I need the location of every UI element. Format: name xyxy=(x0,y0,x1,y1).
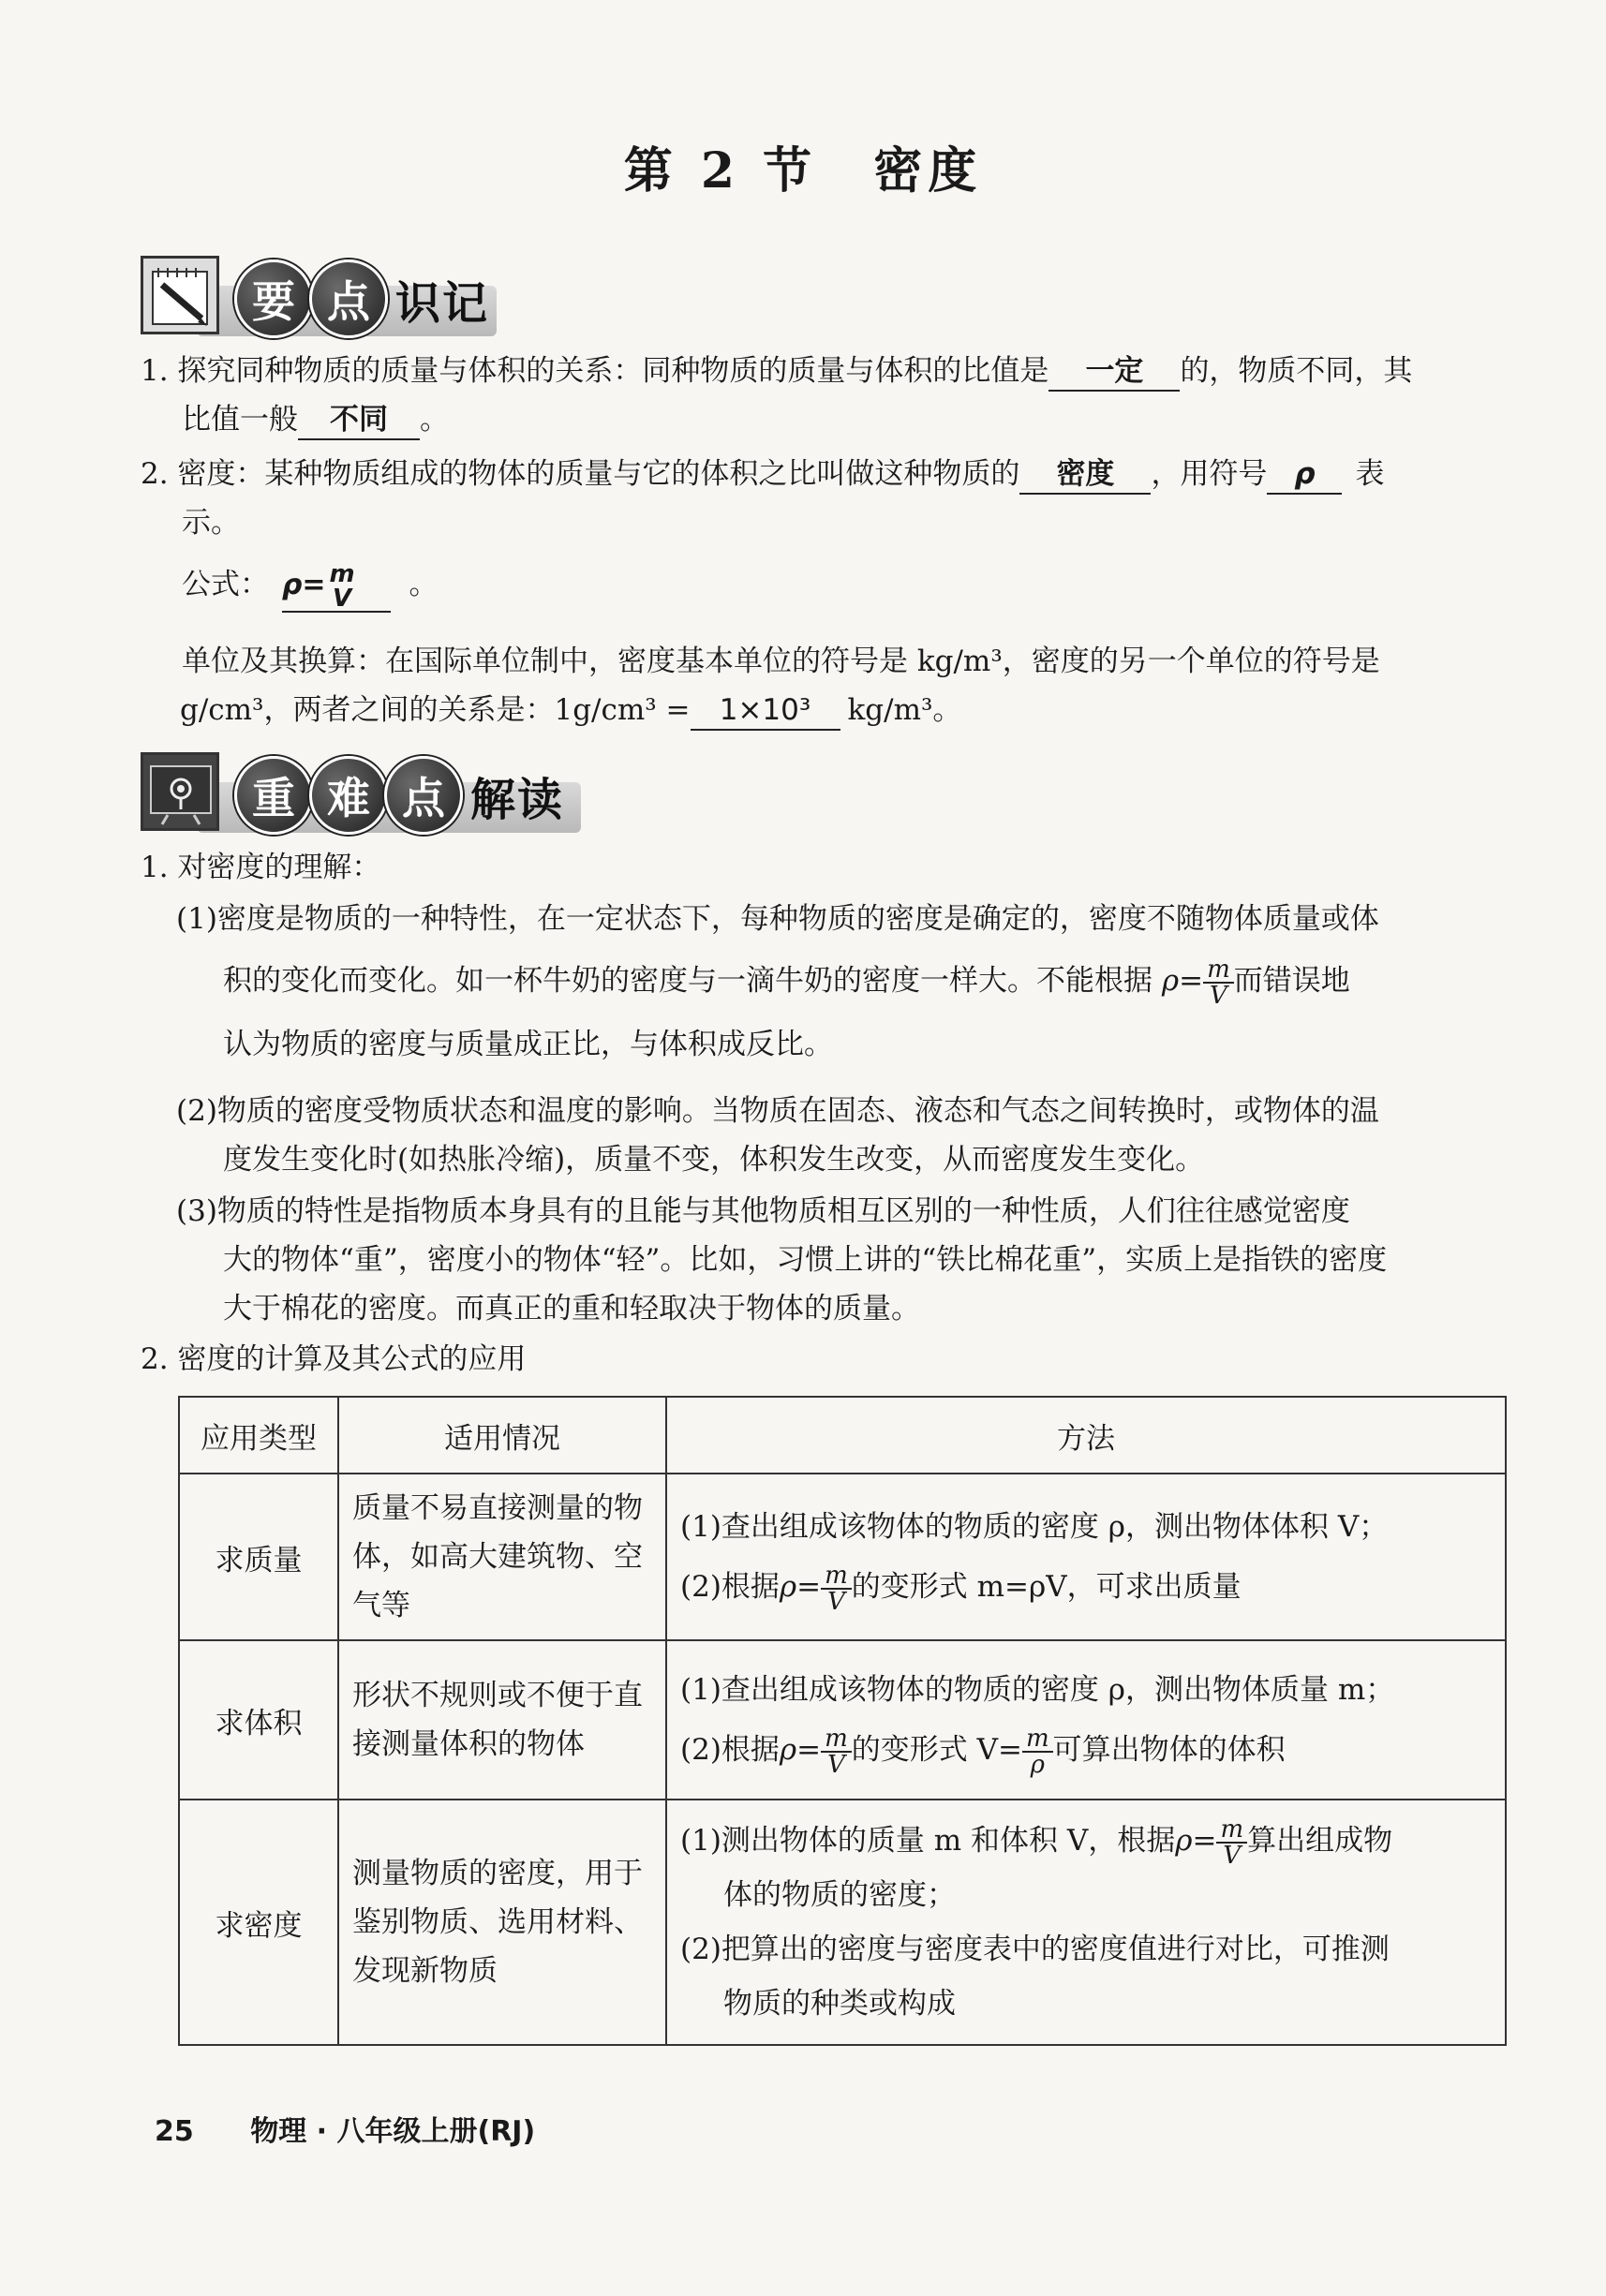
heading-char: 难 xyxy=(309,756,388,835)
heading-calculation: 2. 密度的计算及其公式的应用 xyxy=(141,1342,527,1376)
notebook-pen-icon xyxy=(141,256,219,334)
answer-blank: 不同 xyxy=(298,401,420,440)
units-paragraph: 单位及其换算：在国际单位制中，密度基本单位的符号是 kg/m³，密度的另一个单位的符号是 g/cm³，两者之间的关系是：1g/cm³ = 1×10³ kg/m³。 xyxy=(182,637,1512,734)
table-header: 方法 xyxy=(666,1397,1506,1474)
heading-char: 点 xyxy=(309,259,388,338)
row-case: 质量不易直接测量的物体，如高大建筑物、空气等 xyxy=(338,1474,666,1640)
answer-blank: 一定 xyxy=(1048,352,1180,392)
table-header: 适用情况 xyxy=(338,1397,666,1474)
formula-blank: ρ= m V xyxy=(282,560,391,613)
book-title: 物理 · 八年级上册(RJ) xyxy=(250,2115,536,2148)
heading-understanding: 1. 对密度的理解： xyxy=(141,851,381,884)
item-2: 2. 密度：某种物质组成的物体的质量与它的体积之比叫做这种物质的 密度 ，用符号 ρ 表 示。 xyxy=(141,457,1385,540)
row-type: 求质量 xyxy=(179,1474,338,1640)
answer-blank: ρ xyxy=(1267,455,1342,495)
heading-char: 重 xyxy=(234,756,313,835)
heading-char: 要 xyxy=(234,259,313,338)
formula-line: 公式： ρ= m V 。 xyxy=(182,559,439,613)
table-row xyxy=(179,1474,1506,1640)
answer-blank: 1×10³ xyxy=(691,691,840,731)
table-header-row xyxy=(179,1397,1506,1474)
row-case: 测量物质的密度，用于鉴别物质、选用材料、发现新物质 xyxy=(338,1800,666,2045)
point-3: (3)物质的特性是指物质本身具有的且能与其他物质相互区别的一种性质，人们往往感觉密度 大的物体“重”，密度小的物体“轻”。比如，习惯上讲的“铁比棉花重”，实质上是指铁的密度 大于棉花的密度。而真正的重和轻取决于物体的质量。 xyxy=(176,1194,1388,1326)
point-1: (1)密度是物质的一种特性，在一定状态下，每种物质的密度是确定的，密度不随物体质量或体 积的变化而变化。如一杯牛奶的密度与一滴牛奶的密度一样大。不能根据 ρ= $\frac{m}{V}$ 而错误地 认为物质的密度与质量成正比，与体积成反比。 xyxy=(176,902,1379,1061)
heading-text: 解读 xyxy=(470,773,565,826)
section-name: 密度 xyxy=(873,142,983,200)
row-method: (1)查出组成该物体的物质的密度 ρ，测出物体质量 m； (2)根据ρ= $\frac{m}{V}$ 的变形式 V= $\frac{m}{\rho}$ 可算出物体的体积 xyxy=(666,1640,1506,1800)
row-case: 形状不规则或不便于直接测量体积的物体 xyxy=(338,1640,666,1800)
table-header: 应用类型 xyxy=(179,1397,338,1474)
page-number: 25 xyxy=(155,2115,194,2148)
page-title xyxy=(0,131,1606,201)
application-table xyxy=(178,1396,1507,2046)
heading-text: 识记 xyxy=(395,276,490,330)
heading-char: 点 xyxy=(384,756,463,835)
blackboard-flower-icon xyxy=(141,752,219,831)
section-number: 第 2 节 xyxy=(623,142,818,200)
item-1: 1. 探究同种物质的质量与体积的关系：同种物质的质量与体积的比值是 一定 的，物质不同，其 比值一般 不同 。 xyxy=(141,347,1509,444)
table-row xyxy=(179,1640,1506,1800)
row-type: 求体积 xyxy=(179,1640,338,1800)
banner-difficult-points xyxy=(141,745,590,838)
answer-blank: 密度 xyxy=(1019,455,1151,495)
point-2: (2)物质的密度受物质状态和温度的影响。当物质在固态、液态和气态之间转换时，或物体的温 度发生变化时(如热胀冷缩)，质量不变，体积发生改变，从而密度发生变化。 xyxy=(176,1094,1379,1177)
table-row xyxy=(179,1800,1506,2045)
page-footer xyxy=(155,2108,535,2149)
banner-key-points xyxy=(141,248,506,342)
row-method: (1)测出物体的质量 m 和体积 V，根据ρ= $\frac{m}{V}$ 算出组成物 体的物质的密度； (2)把算出的密度与密度表中的密度值进行对比，可推测 物质的种类或构成 xyxy=(666,1800,1506,2045)
row-type: 求密度 xyxy=(179,1800,338,2045)
row-method: (1)查出组成该物体的物质的密度 ρ，测出物体体积 V； (2)根据ρ= $\frac{m}{V}$ 的变形式 m=ρV，可求出质量 xyxy=(666,1474,1506,1640)
